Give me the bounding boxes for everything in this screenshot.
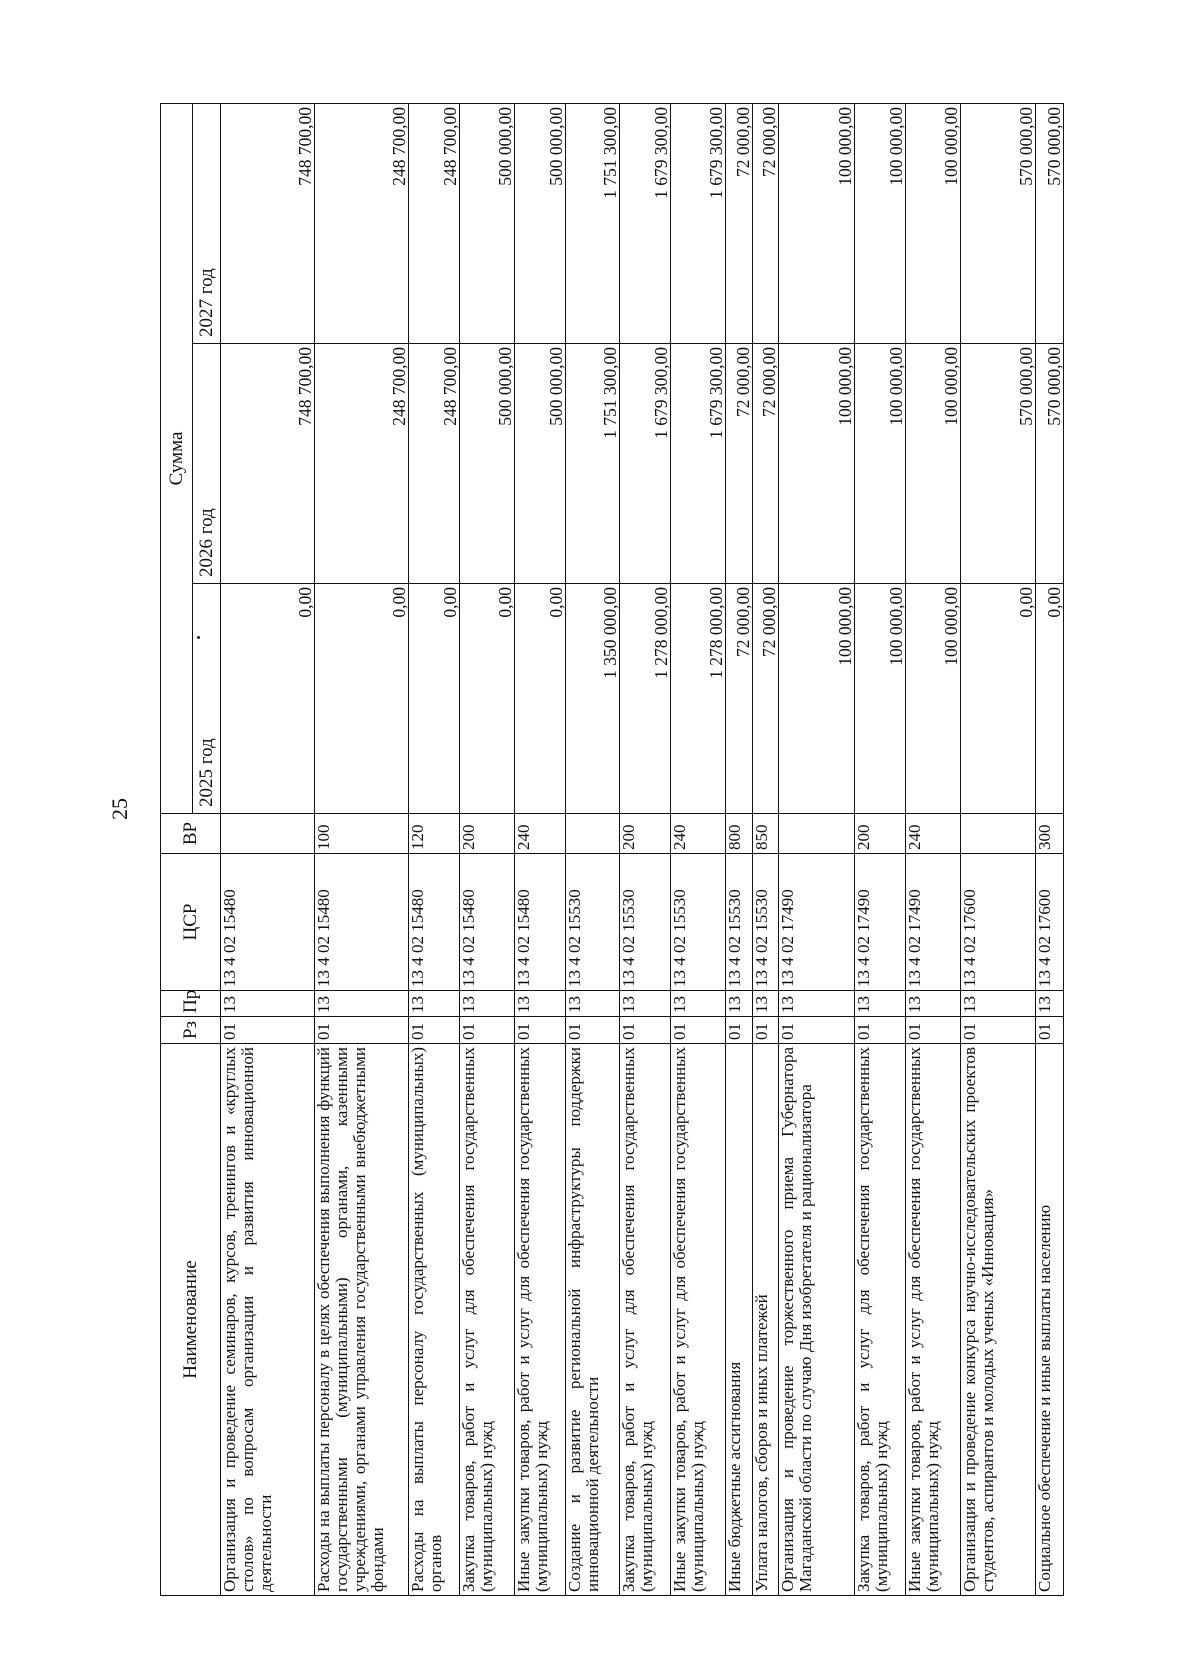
- row-csr: 13 4 02 15480: [460, 854, 515, 991]
- row-pr: 13: [460, 991, 515, 1017]
- table-row: [514, 103, 565, 1595]
- row-name: Создание и развитие региональной инфраструктуры поддержки инновационной деятельности: [565, 1044, 620, 1596]
- row-name: Расходы на выплаты персоналу в целях обеспечения выполнения функций государственными (муниципальными) органами, казенными учреждениями, органами управления государственными внебюджетными фондами: [315, 1044, 409, 1596]
- row-csr: 13 4 02 15530: [726, 854, 753, 991]
- row-rz: 01: [779, 1017, 854, 1044]
- row-sum-2025: 1 278 000,00: [620, 584, 671, 814]
- row-sum-2027: 100 000,00: [779, 103, 854, 343]
- row-rz: 01: [960, 1017, 1035, 1044]
- row-rz: 01: [315, 1017, 409, 1044]
- row-vr: 300: [1036, 814, 1064, 854]
- row-vr: [565, 814, 620, 854]
- row-rz: 01: [409, 1017, 460, 1044]
- table-row: [409, 103, 460, 1595]
- row-sum-2027: 72 000,00: [726, 103, 753, 343]
- col-header-name: Наименование: [161, 1044, 221, 1596]
- row-sum-2026: 100 000,00: [905, 344, 960, 584]
- row-pr: 13: [854, 991, 905, 1017]
- row-pr: 13: [565, 991, 620, 1017]
- row-sum-2026: 570 000,00: [960, 344, 1035, 584]
- row-sum-2025: 0,00: [315, 584, 409, 814]
- col-header-2026: 2026 год: [193, 344, 221, 584]
- table-row: [315, 103, 409, 1595]
- col-header-sum: Сумма: [161, 103, 193, 813]
- row-sum-2025: 100 000,00: [905, 584, 960, 814]
- row-pr: 13: [905, 991, 960, 1017]
- row-sum-2026: 248 700,00: [409, 344, 460, 584]
- row-sum-2025: 1 350 000,00: [565, 584, 620, 814]
- row-sum-2026: 1 679 300,00: [671, 344, 726, 584]
- row-vr: 240: [671, 814, 726, 854]
- table-row: [726, 103, 753, 1595]
- row-vr: 850: [752, 814, 779, 854]
- header-row-1: [161, 103, 193, 1595]
- row-pr: 13: [315, 991, 409, 1017]
- row-pr: 13: [671, 991, 726, 1017]
- row-name: Организация и проведение семинаров, курсов, тренингов и «круглых столов» по вопросам организации и развития инновационной деятельности: [221, 1044, 315, 1596]
- row-vr: 240: [514, 814, 565, 854]
- row-sum-2026: 72 000,00: [752, 344, 779, 584]
- row-sum-2025: 0,00: [221, 584, 315, 814]
- row-name: Иные бюджетные ассигнования: [726, 1044, 753, 1596]
- row-sum-2026: 248 700,00: [315, 344, 409, 584]
- row-csr: 13 4 02 17490: [779, 854, 854, 991]
- row-sum-2027: 100 000,00: [905, 103, 960, 343]
- row-sum-2025: 0,00: [1036, 584, 1064, 814]
- row-pr: 13: [960, 991, 1035, 1017]
- row-name: Иные закупки товаров, работ и услуг для обеспечения государственных (муниципальных) нужд: [514, 1044, 565, 1596]
- row-sum-2026: 500 000,00: [460, 344, 515, 584]
- row-sum-2025: 0,00: [460, 584, 515, 814]
- row-rz: 01: [1036, 1017, 1064, 1044]
- row-csr: 13 4 02 17600: [960, 854, 1035, 991]
- row-sum-2025: 0,00: [409, 584, 460, 814]
- row-sum-2027: 248 700,00: [409, 103, 460, 343]
- table-row: [221, 103, 315, 1595]
- row-vr: [779, 814, 854, 854]
- col-header-csr: ЦСР: [161, 854, 221, 991]
- row-name: Уплата налогов, сборов и иных платежей: [752, 1044, 779, 1596]
- row-name: Организация и проведение конкурса научно-исследовательских проектов студентов, аспирантов и молодых ученых «Инновация»: [960, 1044, 1035, 1596]
- row-sum-2026: 72 000,00: [726, 344, 753, 584]
- row-sum-2027: 72 000,00: [752, 103, 779, 343]
- row-name: Закупка товаров, работ и услуг для обеспечения государственных (муниципальных) нужд: [620, 1044, 671, 1596]
- row-sum-2027: 100 000,00: [854, 103, 905, 343]
- row-vr: 800: [726, 814, 753, 854]
- row-csr: 13 4 02 17600: [1036, 854, 1064, 991]
- row-sum-2025: 0,00: [960, 584, 1035, 814]
- row-name: Иные закупки товаров, работ и услуг для обеспечения государственных (муниципальных) нужд: [905, 1044, 960, 1596]
- row-csr: 13 4 02 15480: [409, 854, 460, 991]
- row-vr: [221, 814, 315, 854]
- table-row: [779, 103, 854, 1595]
- col-header-rz: Рз: [161, 1017, 221, 1044]
- row-csr: 13 4 02 17490: [905, 854, 960, 991]
- row-rz: 01: [752, 1017, 779, 1044]
- row-vr: [960, 814, 1035, 854]
- row-csr: 13 4 02 15480: [315, 854, 409, 991]
- row-rz: 01: [620, 1017, 671, 1044]
- row-sum-2025: 72 000,00: [726, 584, 753, 814]
- row-sum-2025: 100 000,00: [854, 584, 905, 814]
- row-sum-2027: 1 679 300,00: [671, 103, 726, 343]
- rotated-page-content: [160, 104, 1064, 1596]
- row-csr: 13 4 02 15480: [221, 854, 315, 991]
- row-vr: 240: [905, 814, 960, 854]
- row-name: Иные закупки товаров, работ и услуг для обеспечения государственных (муниципальных) нужд: [671, 1044, 726, 1596]
- row-rz: 01: [221, 1017, 315, 1044]
- row-name: Расходы на выплаты персоналу государственных (муниципальных) органов: [409, 1044, 460, 1596]
- row-vr: 100: [315, 814, 409, 854]
- col-header-pr: Пр: [161, 991, 221, 1017]
- row-sum-2026: 1 751 300,00: [565, 344, 620, 584]
- row-sum-2026: 100 000,00: [779, 344, 854, 584]
- row-sum-2025: 100 000,00: [779, 584, 854, 814]
- row-sum-2027: 570 000,00: [960, 103, 1035, 343]
- row-sum-2027: 1 679 300,00: [620, 103, 671, 343]
- row-pr: 13: [752, 991, 779, 1017]
- row-sum-2025: 0,00: [514, 584, 565, 814]
- row-name: Организация и проведение торжественного приема Губернатора Магаданской области по случаю Дня изобретателя и рационализатора: [779, 1044, 854, 1596]
- row-rz: 01: [854, 1017, 905, 1044]
- row-sum-2027: 570 000,00: [1036, 103, 1064, 343]
- row-rz: 01: [726, 1017, 753, 1044]
- row-name: Закупка товаров, работ и услуг для обеспечения государственных (муниципальных) нужд: [854, 1044, 905, 1596]
- row-pr: 13: [620, 991, 671, 1017]
- table-row: [960, 103, 1035, 1595]
- col-header-vr: ВР: [161, 814, 221, 854]
- row-rz: 01: [460, 1017, 515, 1044]
- row-rz: 01: [565, 1017, 620, 1044]
- row-name: Закупка товаров, работ и услуг для обеспечения государственных (муниципальных) нужд: [460, 1044, 515, 1596]
- row-sum-2025: 72 000,00: [752, 584, 779, 814]
- row-csr: 13 4 02 15530: [565, 854, 620, 991]
- row-name: Социальное обеспечение и иные выплаты населению: [1036, 1044, 1064, 1596]
- row-pr: 13: [514, 991, 565, 1017]
- row-sum-2026: 570 000,00: [1036, 344, 1064, 584]
- row-rz: 01: [514, 1017, 565, 1044]
- row-pr: 13: [779, 991, 854, 1017]
- page-number: 25: [107, 798, 132, 820]
- row-sum-2027: 500 000,00: [514, 103, 565, 343]
- row-pr: 13: [726, 991, 753, 1017]
- row-sum-2027: 1 751 300,00: [565, 103, 620, 343]
- row-csr: 13 4 02 15530: [620, 854, 671, 991]
- budget-table: [160, 103, 1064, 1596]
- row-vr: 200: [854, 814, 905, 854]
- row-csr: 13 4 02 15480: [514, 854, 565, 991]
- table-row: [854, 103, 905, 1595]
- col-header-2025: 2025 год: [193, 584, 221, 814]
- row-vr: 120: [409, 814, 460, 854]
- row-vr: 200: [620, 814, 671, 854]
- row-csr: 13 4 02 17490: [854, 854, 905, 991]
- table-row: [752, 103, 779, 1595]
- row-csr: 13 4 02 15530: [752, 854, 779, 991]
- row-vr: 200: [460, 814, 515, 854]
- row-csr: 13 4 02 15530: [671, 854, 726, 991]
- row-sum-2025: 1 278 000,00: [671, 584, 726, 814]
- row-sum-2027: 248 700,00: [315, 103, 409, 343]
- table-row: [905, 103, 960, 1595]
- row-sum-2026: 500 000,00: [514, 344, 565, 584]
- row-sum-2026: 100 000,00: [854, 344, 905, 584]
- row-rz: 01: [671, 1017, 726, 1044]
- row-pr: 13: [1036, 991, 1064, 1017]
- table-row: [620, 103, 671, 1595]
- row-pr: 13: [409, 991, 460, 1017]
- col-header-2027: 2027 год: [193, 103, 221, 343]
- row-rz: 01: [905, 1017, 960, 1044]
- row-pr: 13: [221, 991, 315, 1017]
- row-sum-2026: 748 700,00: [221, 344, 315, 584]
- table-row: [565, 103, 620, 1595]
- row-sum-2026: 1 679 300,00: [620, 344, 671, 584]
- table-row: [1036, 103, 1064, 1595]
- table-row: [671, 103, 726, 1595]
- row-sum-2027: 748 700,00: [221, 103, 315, 343]
- row-sum-2027: 500 000,00: [460, 103, 515, 343]
- table-row: [460, 103, 515, 1595]
